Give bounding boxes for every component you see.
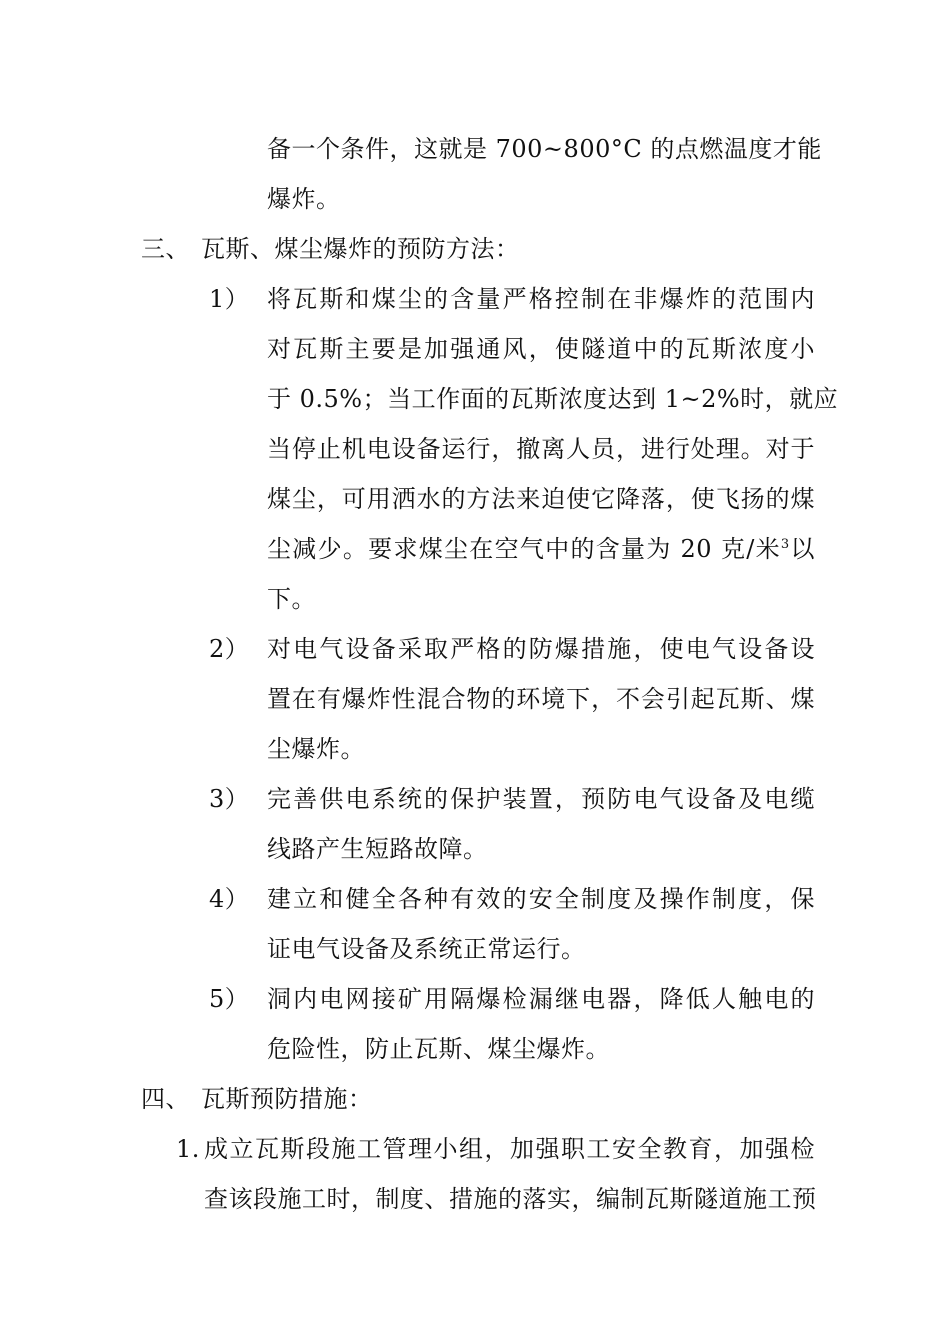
section-title: 瓦斯预防措施： xyxy=(201,1085,373,1113)
list-item-line: 查该段施工时，制度、措施的落实，编制瓦斯隧道施工预 xyxy=(204,1185,817,1213)
list-item-line: 下。 xyxy=(267,585,316,613)
paragraph-line: 爆炸。 xyxy=(267,185,341,213)
list-item-line: 完善供电系统的保护装置，预防电气设备及电缆 xyxy=(267,785,815,813)
list-item-line: 将瓦斯和煤尘的含量严格控制在非爆炸的范围内 xyxy=(267,285,815,313)
list-marker: 2） xyxy=(209,635,250,663)
list-item-line: 煤尘，可用洒水的方法来迫使它降落，使飞扬的煤 xyxy=(267,485,815,513)
list-item-line: 建立和健全各种有效的安全制度及操作制度，保 xyxy=(267,885,815,913)
list-marker: 5） xyxy=(209,985,250,1013)
list-item-line: 当停止机电设备运行，撤离人员，进行处理。对于 xyxy=(267,435,815,463)
list-item-line: 置在有爆炸性混合物的环境下，不会引起瓦斯、煤 xyxy=(267,685,815,713)
list-item-text: 尘减少。要求煤尘在空气中的含量为 20 克/米 xyxy=(267,535,781,563)
list-item-line: 洞内电网接矿用隔爆检漏继电器，降低人触电的 xyxy=(267,985,815,1013)
list-item-line: 于 0.5%；当工作面的瓦斯浓度达到 1~2%时，就应 xyxy=(267,385,839,413)
list-item-line: 对电气设备采取严格的防爆措施，使电气设备设 xyxy=(267,635,815,663)
list-marker: 1. xyxy=(176,1135,200,1163)
list-item-line: 证电气设备及系统正常运行。 xyxy=(267,935,586,963)
list-item-line: 线路产生短路故障。 xyxy=(267,835,488,863)
section-title: 瓦斯、煤尘爆炸的预防方法： xyxy=(201,235,520,263)
list-item-line: 成立瓦斯段施工管理小组，加强职工安全教育，加强检 xyxy=(204,1135,815,1163)
section-number: 四、 xyxy=(141,1085,190,1113)
paragraph-line: 备一个条件，这就是 700~800°C 的点燃温度才能 xyxy=(267,135,822,163)
list-marker: 3） xyxy=(209,785,250,813)
list-item-text: 以 xyxy=(789,535,815,563)
section-number: 三、 xyxy=(141,235,190,263)
superscript: 3 xyxy=(780,537,790,552)
list-item-line: 危险性，防止瓦斯、煤尘爆炸。 xyxy=(267,1035,610,1063)
list-marker: 1） xyxy=(209,285,250,313)
list-marker: 4） xyxy=(209,885,250,913)
list-item-line: 尘爆炸。 xyxy=(267,735,365,763)
list-item-line xyxy=(267,534,815,564)
list-item-line: 对瓦斯主要是加强通风，使隧道中的瓦斯浓度小 xyxy=(267,335,815,363)
